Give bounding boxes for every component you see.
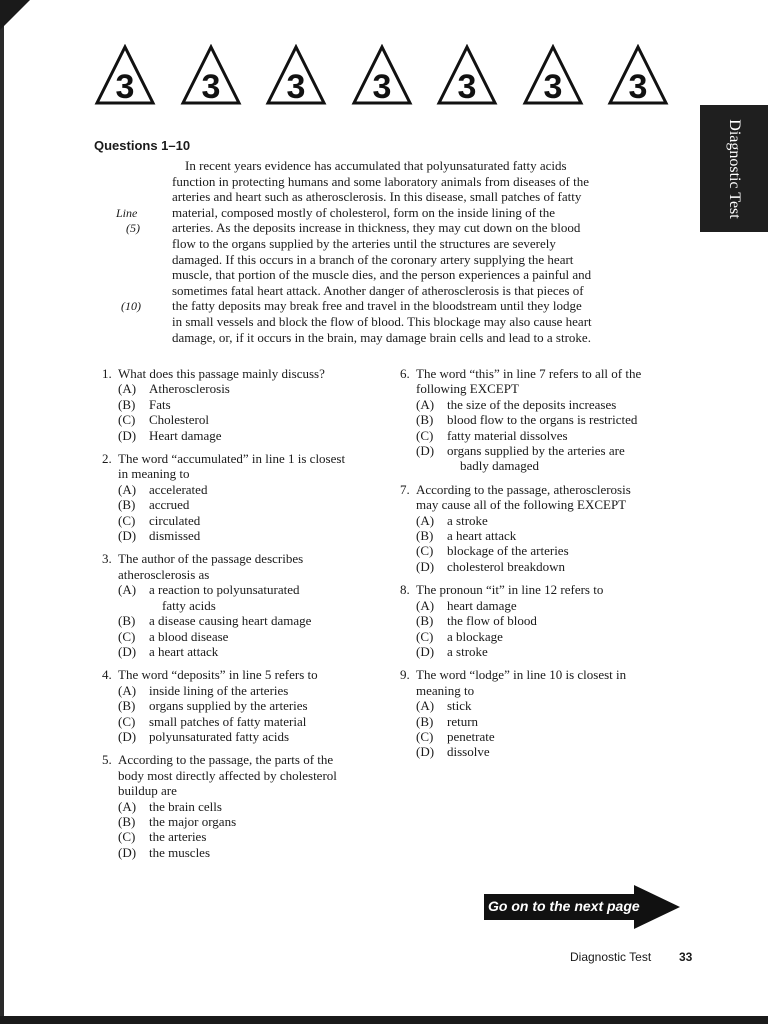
question-stem (102, 551, 382, 582)
option-text: Heart damage (149, 427, 222, 443)
option-letter: (A) (416, 597, 435, 613)
answer-option[interactable] (400, 698, 685, 713)
question-text: atherosclerosis as (118, 566, 210, 582)
answer-option[interactable] (400, 443, 685, 474)
option-letter: (D) (416, 744, 435, 760)
passage-line: flow to the organs supplied by the arteries until the structures are severely (172, 235, 556, 251)
option-letter: (A) (118, 798, 137, 814)
answer-option[interactable] (400, 598, 685, 613)
option-text: blood flow to the organs is restricted (447, 412, 638, 428)
answer-option[interactable] (400, 397, 685, 412)
option-text: the arteries (149, 829, 207, 845)
side-tab-label: Diagnostic Test (726, 119, 743, 219)
answer-option[interactable] (400, 412, 685, 427)
option-text: polyunsaturated fatty acids (149, 728, 290, 744)
question-6 (400, 366, 685, 474)
answer-option[interactable] (400, 513, 685, 528)
answer-option[interactable] (400, 644, 685, 659)
option-text: inside lining of the arteries (149, 682, 289, 698)
question-text: buildup are (118, 783, 177, 799)
passage-line: damaged. If this occurs in a branch of the coronary artery supplying the heart (172, 251, 574, 267)
option-text: accelerated (149, 481, 208, 497)
section-3-marker-icon (436, 44, 498, 106)
section-number: 3 (201, 68, 220, 106)
option-text: Atherosclerosis (149, 381, 230, 397)
line-number-5: (5) (126, 221, 140, 235)
answer-option[interactable] (102, 412, 382, 427)
section-number: 3 (628, 68, 648, 106)
answer-option[interactable] (102, 629, 382, 644)
question-stem (400, 582, 685, 597)
question-text: meaning to (416, 682, 475, 698)
question-1 (102, 366, 382, 443)
option-text: Fats (149, 396, 171, 412)
answer-option[interactable] (102, 482, 382, 497)
answer-option[interactable] (400, 543, 685, 558)
option-letter: (B) (118, 613, 136, 629)
answer-option[interactable] (102, 729, 382, 744)
option-letter: (C) (416, 728, 434, 744)
question-text: The author of the passage describes (118, 551, 304, 567)
answer-option[interactable] (102, 397, 382, 412)
section-3-marker-icon (522, 44, 584, 106)
option-text: a heart attack (149, 643, 219, 659)
option-letter: (D) (416, 558, 435, 574)
answer-option[interactable] (102, 714, 382, 729)
next-page-label[interactable]: Go on to the next page (488, 898, 640, 914)
answer-option[interactable] (400, 528, 685, 543)
section-3-marker-icon (94, 44, 156, 106)
question-8 (400, 582, 685, 659)
option-text: a reaction to polyunsaturated (149, 582, 300, 598)
passage-line: in small vessels and block the flow of blood. This blockage may also cause heart (172, 313, 592, 329)
option-text: organs supplied by the arteries (149, 698, 308, 714)
passage-line: sometimes fatal heart attack. Another danger of atherosclerosis is that pieces of (172, 282, 584, 298)
option-text: blockage of the arteries (447, 543, 569, 559)
option-letter: (B) (118, 698, 136, 714)
passage-line: function in protecting humans and some laboratory animals from diseases of the (172, 173, 589, 189)
line-marker: Line (116, 206, 138, 220)
question-text: The word “lodge” in line 10 is closest in (416, 667, 627, 683)
question-stem (102, 752, 382, 798)
option-letter: (C) (118, 412, 136, 428)
option-letter: (A) (118, 481, 137, 497)
questions-heading: Questions 1–10 (94, 138, 191, 153)
option-text: cholesterol breakdown (447, 558, 566, 574)
option-text: heart damage (447, 597, 517, 613)
question-stem (102, 667, 382, 682)
questions-column-right (400, 366, 685, 768)
footer-label: Diagnostic Test (570, 950, 652, 964)
answer-option[interactable] (102, 428, 382, 443)
passage-line: arteries and heart such as atherosclerosis. In this disease, small patches of fatty (172, 189, 582, 205)
option-text: the major organs (149, 813, 237, 829)
option-letter: (B) (416, 613, 434, 629)
line-number-10: (10) (121, 299, 141, 313)
section-number: 3 (372, 68, 391, 106)
option-text: a stroke (447, 643, 488, 659)
question-2 (102, 451, 382, 543)
passage-line: material, composed mostly of cholesterol, form on the inside lining of the (172, 204, 556, 220)
option-letter: (A) (416, 512, 435, 528)
answer-option[interactable] (400, 428, 685, 443)
answer-option[interactable] (102, 845, 382, 860)
answer-option[interactable] (400, 714, 685, 729)
option-letter: (B) (118, 497, 136, 513)
section-number: 3 (543, 68, 562, 106)
question-number: 4. (102, 667, 112, 683)
option-letter: (C) (416, 628, 434, 644)
passage-line: damage, or, if it occurs in the brain, may damage brain cells and lead to a stroke. (172, 329, 591, 345)
option-letter: (C) (416, 427, 434, 443)
section-markers (94, 44, 669, 106)
option-letter: (B) (118, 396, 136, 412)
questions-column-left (102, 366, 382, 868)
question-text: According to the passage, the parts of the (118, 752, 334, 768)
option-text: return (447, 713, 479, 729)
option-letter: (B) (416, 713, 434, 729)
option-text: fatty acids (162, 597, 216, 613)
option-letter: (A) (118, 381, 137, 397)
page-number: 33 (679, 950, 693, 964)
section-number: 3 (286, 68, 306, 106)
option-text: fatty material dissolves (447, 427, 568, 443)
option-text: the brain cells (149, 798, 222, 814)
option-letter: (A) (118, 582, 137, 598)
question-5 (102, 752, 382, 860)
passage-line: In recent years evidence has accumulated that polyunsaturated fatty acids (185, 158, 567, 173)
answer-option[interactable] (400, 744, 685, 759)
answer-option[interactable] (400, 559, 685, 574)
option-text: the size of the deposits increases (447, 396, 617, 412)
question-7 (400, 482, 685, 574)
question-text: What does this passage mainly discuss? (118, 366, 325, 381)
question-text: The word “deposits” in line 5 refers to (118, 667, 318, 683)
option-text: small patches of fatty material (149, 713, 307, 729)
option-text: the flow of blood (447, 613, 537, 629)
option-text: accrued (149, 497, 190, 513)
option-letter: (D) (416, 643, 435, 659)
scan-corner (0, 0, 30, 30)
side-tab (700, 105, 768, 232)
scan-edge-bottom (0, 1016, 768, 1024)
answer-option[interactable] (102, 698, 382, 713)
reading-passage (172, 158, 648, 345)
section-3-marker-icon (265, 44, 327, 106)
option-text: a stroke (447, 512, 488, 528)
option-text: stick (447, 698, 472, 714)
option-text: penetrate (447, 728, 495, 744)
answer-option[interactable] (102, 528, 382, 543)
option-letter: (A) (416, 698, 435, 714)
section-3-marker-icon (607, 44, 669, 106)
option-letter: (A) (118, 682, 137, 698)
question-number: 6. (400, 366, 410, 381)
section-3-marker-icon (351, 44, 413, 106)
section-number: 3 (457, 68, 477, 106)
option-letter: (C) (416, 543, 434, 559)
option-letter: (D) (118, 728, 137, 744)
option-text: a disease causing heart damage (149, 613, 312, 629)
question-number: 3. (102, 551, 112, 567)
option-letter: (C) (118, 628, 136, 644)
question-stem (400, 667, 685, 698)
option-text: dissolve (447, 744, 490, 760)
option-letter: (D) (118, 844, 137, 860)
answer-option[interactable] (102, 381, 382, 396)
question-stem (102, 366, 382, 381)
question-9 (400, 667, 685, 759)
question-text: may cause all of the following EXCEPT (416, 497, 627, 513)
question-number: 2. (102, 451, 112, 467)
option-text: the muscles (149, 844, 211, 860)
option-letter: (D) (118, 427, 137, 443)
passage-line: the fatty deposits may break free and travel in the bloodstream until they lodge (172, 298, 582, 314)
question-number: 1. (102, 366, 112, 381)
option-letter: (A) (416, 396, 435, 412)
answer-option[interactable] (102, 799, 382, 814)
question-text: body most directly affected by cholesterol (118, 767, 337, 783)
option-letter: (B) (416, 412, 434, 428)
answer-option[interactable] (400, 613, 685, 628)
question-text: According to the passage, atherosclerosis (416, 481, 631, 497)
option-text: a heart attack (447, 528, 517, 544)
answer-option[interactable] (102, 829, 382, 844)
question-text: following EXCEPT (416, 381, 519, 397)
answer-option[interactable] (102, 513, 382, 528)
option-letter: (D) (118, 528, 137, 544)
answer-option[interactable] (400, 629, 685, 644)
question-stem (102, 451, 382, 482)
question-stem (400, 482, 685, 513)
question-3 (102, 551, 382, 659)
question-number: 7. (400, 481, 410, 497)
option-text: a blockage (447, 628, 503, 644)
option-letter: (B) (118, 813, 136, 829)
option-text: badly damaged (460, 458, 540, 474)
option-letter: (D) (118, 643, 137, 659)
answer-option[interactable] (102, 683, 382, 698)
question-text: in meaning to (118, 466, 190, 482)
option-letter: (D) (416, 443, 435, 459)
answer-option[interactable] (102, 644, 382, 659)
question-text: The pronoun “it” in line 12 refers to (416, 582, 604, 598)
answer-option[interactable] (400, 729, 685, 744)
section-number: 3 (115, 68, 135, 106)
question-text: The word “accumulated” in line 1 is closest (118, 451, 346, 467)
answer-option[interactable] (102, 814, 382, 829)
option-letter: (B) (416, 528, 434, 544)
answer-option[interactable] (102, 613, 382, 628)
question-stem (400, 366, 685, 397)
option-text: Cholesterol (149, 412, 209, 428)
option-text: a blood disease (149, 628, 229, 644)
passage-line: arteries. As the deposits increase in thickness, they may cut down on the blood (172, 220, 581, 236)
option-text: dismissed (149, 528, 201, 544)
option-text: circulated (149, 512, 201, 528)
section-3-marker-icon (180, 44, 242, 106)
option-letter: (C) (118, 512, 136, 528)
question-4 (102, 667, 382, 744)
answer-option[interactable] (102, 582, 382, 613)
answer-option[interactable] (102, 497, 382, 512)
option-text: organs supplied by the arteries are (447, 443, 625, 459)
question-number: 5. (102, 752, 112, 768)
option-letter: (C) (118, 829, 136, 845)
scan-edge-left (0, 0, 4, 1024)
question-number: 9. (400, 667, 410, 683)
question-number: 8. (400, 582, 410, 598)
question-text: The word “this” in line 7 refers to all of the (416, 366, 642, 381)
passage-line: muscle, that portion of the muscle dies, and the person experiences a painful and (172, 267, 592, 283)
option-letter: (C) (118, 713, 136, 729)
